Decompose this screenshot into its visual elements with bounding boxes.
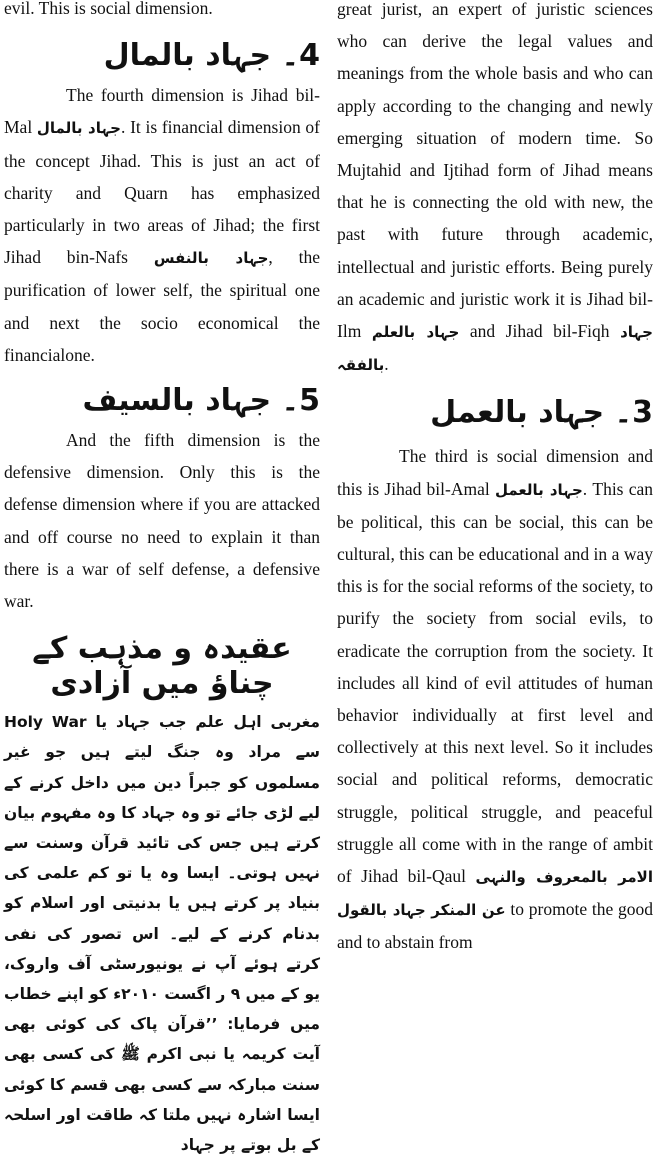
- heading-jihad-bil-saif: 5۔ جہاد بالسیف: [82, 383, 320, 419]
- para-text: .: [384, 354, 389, 375]
- para-text: The fourth dimension is Jihad bil-Mal: [4, 85, 320, 138]
- urdu-term: جہاد بالعمل: [494, 480, 583, 499]
- para-text: great jurist, an expert of juristic sciences who can derive the legal values and meanings from the whole basis and who can apply according to the changing and newly emerging situation of modern time. So Mujtahid and Ijtihad form of Jihad means that he is connecting the old with new, the past with future through academic, intellectual and juristic efforts. Being purely an academic and juristic work it is Jihad bil-Ilm: [337, 0, 653, 342]
- para-text: , the purification of lower self, the spiritual one and next the socio economical the financialone.: [4, 247, 320, 365]
- heading-jihad-bil-amal: 3۔ جہاد بالعمل: [430, 395, 653, 431]
- paragraph-third-dimension: [337, 440, 653, 958]
- urdu-term: جہاد بالنفس: [153, 249, 269, 268]
- para-text: . This can be political, this can be social, this can be cultural, this can be educational and in a way this is for the social reforms of the society, to purify the society from social evils, to eradicate the corruption from the society. It includes all kind of evil attitudes of human behavior individually at first level and collectively at this next level. So it includes social and political reforms, democratic struggle, political struggle, and peaceful struggle all come with in the range of ambit of Jihad bil-Qaul: [337, 478, 653, 887]
- urdu-section-title: عقیدہ و مذہب کے چناؤ میں آزادی: [32, 631, 292, 702]
- para-text: to promote the good and to abstain from: [337, 899, 654, 953]
- urdu-term: جہاد بالفقہ: [337, 323, 653, 375]
- left-column: [4, 0, 320, 1160]
- top-line: evil. This is social dimension.: [4, 0, 213, 18]
- heading-jihad-bil-mal: 4۔ جہاد بالمال: [103, 38, 320, 74]
- urdu-term: الامر بالمعروف والنہی عن المنکر جہاد بالقول: [337, 868, 653, 920]
- para-text: The third is social dimension and this is Jihad bil-Amal: [337, 446, 653, 499]
- paragraph-jihad-bil-ilm: [337, 0, 653, 381]
- paragraph-fifth-dimension: And the fifth dimension is the defensive dimension. Only this is the defense dimension where if you are attacked and off course no need to explain it than there is a war of self defense, a defensive war.: [4, 430, 320, 612]
- urdu-body-text: مغربی اہل علم جب جہاد یا Holy War سے مراد وہ جنگ لیتے ہیں جو غیر مسلموں کو جبراً دین میں داخل کرنے کے لیے لڑی جائے تو وہ جہاد کا وہ مفہوم بیان کرتے ہیں جس کی تائید قرآن وسنت سے نہیں ہوتی۔ ایسا وہ یا تو کم علمی کی بنیاد پر کرتے ہیں یا بدنیتی اور اسلام کو بدنام کرنے کے لیے۔ اس تصور کی نفی کرتے ہوئے آپ نے یونیورسٹی آف واروک، یو کے میں ۹ ر اگست ۲۰۱۰ء کو اپنے خطاب میں فرمایا: ’’قرآن پاک کی کوئی بھی آیت کریمہ یا نبی اکرم ﷺ کی کسی بھی سنت مبارکہ سے کسی بھی قسم کا کوئی ایسا اشارہ نہیں ملتا کہ طاقت اور اسلحہ کے بل بوتے پر جہاد: [4, 713, 320, 1155]
- para-text: and Jihad bil-Fiqh: [459, 321, 621, 342]
- right-column: [337, 0, 653, 959]
- para-text: . It is financial dimension of the concept Jihad. This is just an act of charity and Quarn has emphasized particularly in two areas of Jihad; the first Jihad bin-Nafs: [4, 117, 320, 268]
- paragraph-fourth-dimension: [4, 79, 320, 371]
- urdu-term: جہاد بالمال: [36, 119, 121, 138]
- urdu-term: جہاد بالعلم: [371, 323, 460, 342]
